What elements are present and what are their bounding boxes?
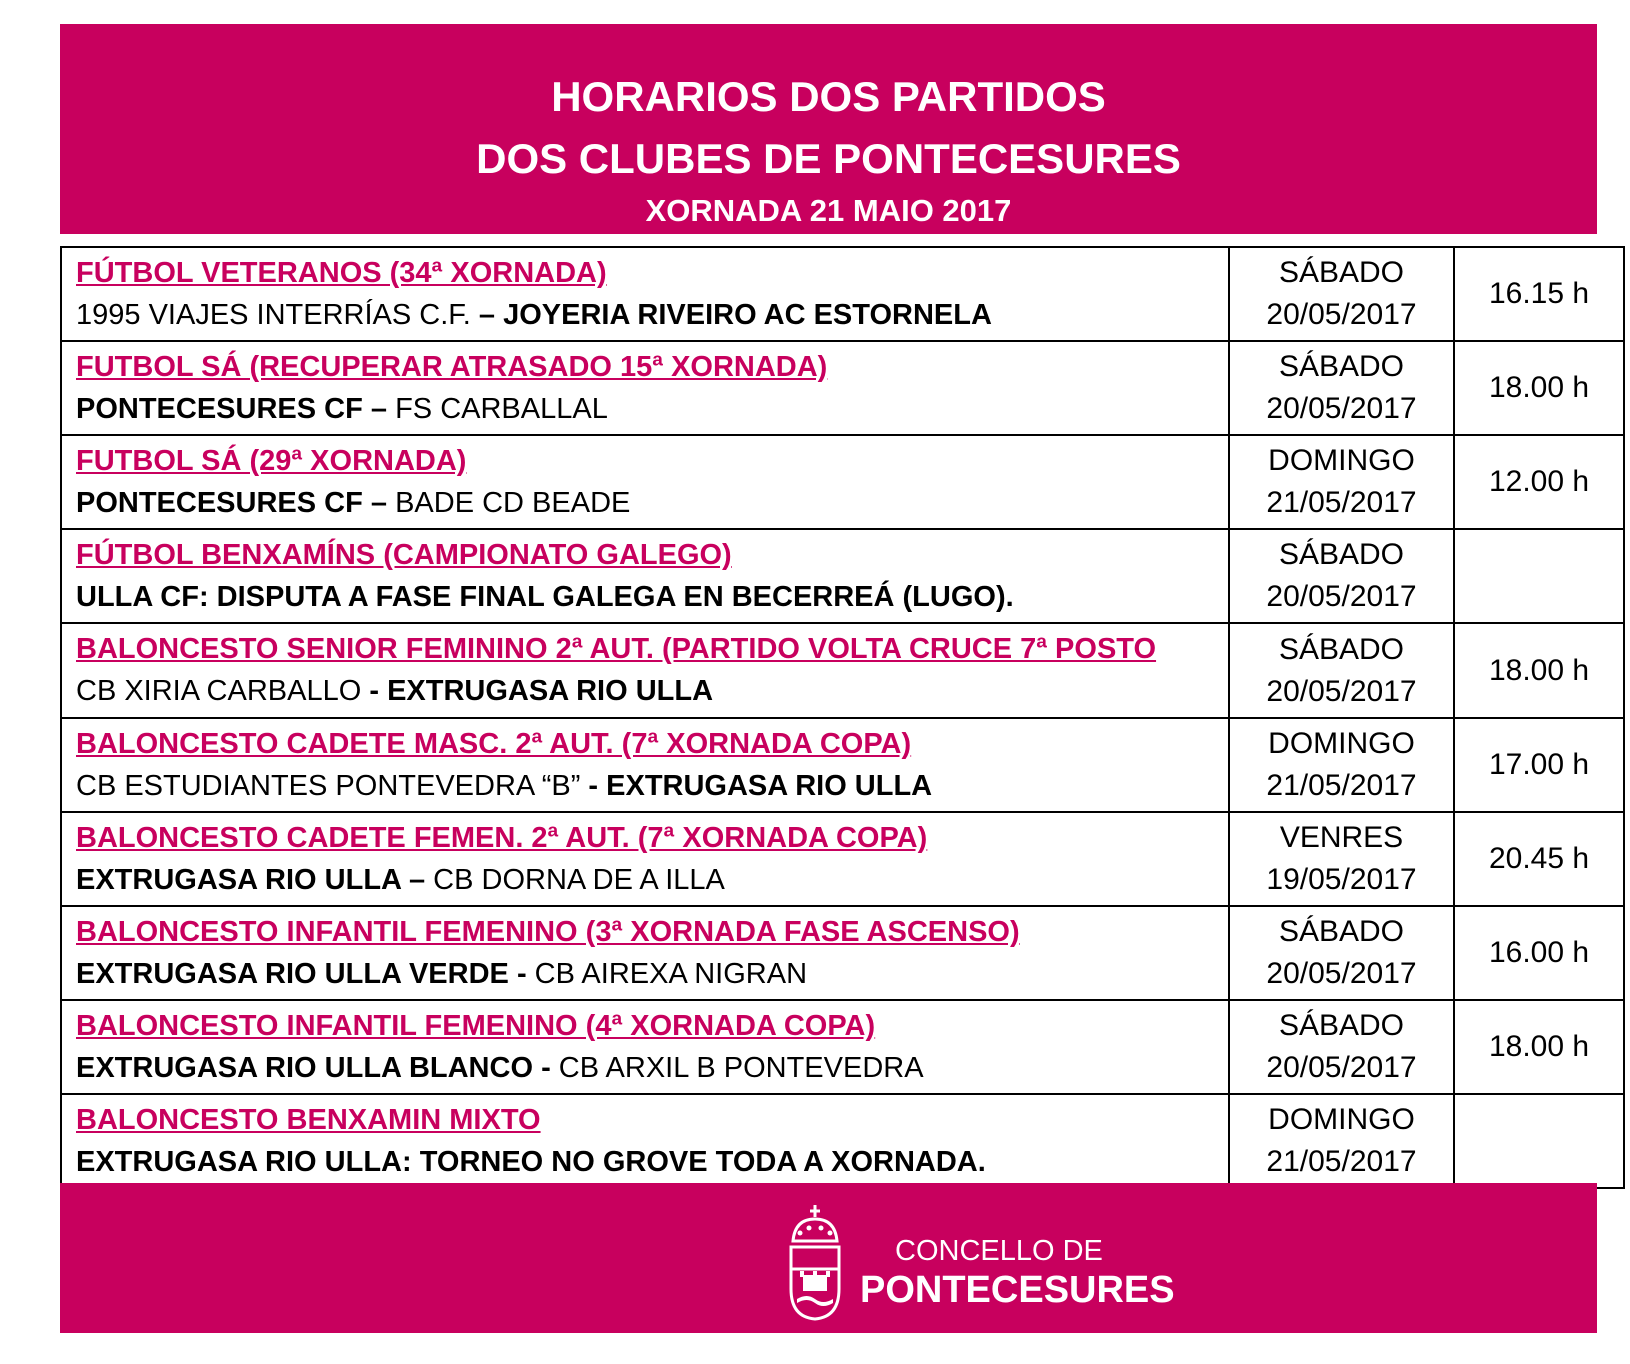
table-row [61, 529, 1624, 623]
match-teams [76, 859, 1228, 901]
competition-title: BALONCESTO CADETE MASC. 2ª AUT. (7ª XORNADA COPA) [76, 728, 912, 760]
match-date: 21/05/2017 [1266, 1145, 1417, 1178]
date-cell [1229, 812, 1454, 906]
match-cell [61, 341, 1229, 435]
match-cell [61, 812, 1229, 906]
header-subtitle: XORNADA 21 MAIO 2017 [645, 193, 1012, 228]
match-date: 20/05/2017 [1266, 674, 1417, 708]
team-separator: - [361, 675, 388, 707]
table-row [61, 341, 1624, 435]
footer-line1: CONCELLO DE [895, 1235, 1103, 1267]
match-time: 16.15 h [1454, 247, 1624, 341]
table-row [61, 718, 1624, 812]
team-separator: – [400, 864, 434, 896]
home-team: CB ESTUDIANTES PONTEVEDRA “B” [76, 770, 581, 802]
crest-icon [785, 1203, 845, 1323]
match-cell [61, 906, 1229, 1000]
competition-title: FÚTBOL VETERANOS (34ª XORNADA) [76, 257, 607, 289]
competition-title: BALONCESTO INFANTIL FEMENINO (4ª XORNADA COPA) [76, 1010, 876, 1042]
page-header [60, 24, 1597, 234]
match-date: 21/05/2017 [1266, 769, 1417, 802]
competition-title: BALONCESTO CADETE FEMEN. 2ª AUT. (7ª XORNADA COPA) [76, 822, 928, 854]
date-cell [1229, 341, 1454, 435]
match-teams [76, 765, 1228, 807]
competition-title: BALONCESTO BENXAMIN MIXTO [76, 1104, 541, 1136]
schedule-table [60, 246, 1625, 1189]
match-time: 20.45 h [1454, 812, 1624, 906]
match-day: VENRES [1279, 821, 1404, 854]
match-teams [76, 388, 1228, 430]
match-cell [61, 529, 1229, 623]
match-date: 20/05/2017 [1266, 580, 1417, 613]
competition-title: BALONCESTO INFANTIL FEMENINO (3ª XORNADA FASE ASCENSO) [76, 916, 1020, 948]
table-row [61, 435, 1624, 529]
match-time: 16.00 h [1454, 906, 1624, 1000]
match-date: 21/05/2017 [1266, 486, 1417, 519]
table-row [61, 1000, 1624, 1094]
match-day: SÁBADO [1278, 915, 1405, 948]
team-separator: - [508, 958, 535, 990]
away-team: EXTRUGASA RIO ULLA [387, 675, 714, 707]
header-title-line2: DOS CLUBES DE PONTECESURES [476, 135, 1181, 182]
home-team: 1995 VIAJES INTERRÍAS C.F. [76, 299, 471, 331]
match-day: SÁBADO [1278, 1009, 1405, 1042]
match-date: 19/05/2017 [1266, 863, 1417, 896]
team-separator: - [580, 770, 607, 802]
away-team: CB AIREXA NIGRAN [534, 958, 808, 990]
home-team: PONTECESURES CF [76, 487, 363, 519]
match-time: 17.00 h [1454, 718, 1624, 812]
team-separator: – [362, 393, 396, 425]
home-team: CB XIRIA CARBALLO [76, 675, 362, 707]
match-note: EXTRUGASA RIO ULLA: TORNEO NO GROVE TODA A XORNADA. [76, 1146, 986, 1178]
date-cell [1229, 718, 1454, 812]
competition-title: FUTBOL SÁ (29ª XORNADA) [76, 445, 467, 477]
match-cell [61, 718, 1229, 812]
match-teams [76, 670, 1228, 712]
match-teams [76, 576, 1228, 618]
date-cell [1229, 906, 1454, 1000]
away-team: CB ARXIL B PONTEVEDRA [558, 1052, 924, 1084]
date-cell [1229, 529, 1454, 623]
page-footer [60, 1183, 1597, 1333]
match-time [1454, 529, 1624, 623]
away-team: JOYERIA RIVEIRO AC ESTORNELA [503, 299, 992, 331]
match-cell [61, 1000, 1229, 1094]
home-team: EXTRUGASA RIO ULLA VERDE [76, 958, 509, 990]
match-cell [61, 435, 1229, 529]
match-teams [76, 1047, 1228, 1089]
match-day: SÁBADO [1278, 350, 1405, 383]
match-cell [61, 623, 1229, 718]
away-team: CB DORNA DE A ILLA [433, 864, 725, 896]
match-time: 18.00 h [1454, 341, 1624, 435]
table-row [61, 247, 1624, 341]
date-cell [1229, 1094, 1454, 1188]
match-time: 12.00 h [1454, 435, 1624, 529]
home-team: PONTECESURES CF [76, 393, 363, 425]
team-separator: – [362, 487, 396, 519]
match-teams [76, 1141, 1228, 1183]
footer-line2: PONTECESURES [860, 1269, 1175, 1311]
competition-title: FÚTBOL BENXAMÍNS (CAMPIONATO GALEGO) [76, 539, 732, 571]
match-day: SÁBADO [1278, 256, 1405, 289]
match-day: DOMINGO [1268, 444, 1415, 477]
table-row [61, 812, 1624, 906]
away-team: BADE CD BEADE [395, 487, 631, 519]
competition-title: BALONCESTO SENIOR FEMININO 2ª AUT. (PARTIDO VOLTA CRUCE 7ª POSTO [76, 633, 1157, 665]
match-date: 20/05/2017 [1266, 392, 1417, 425]
match-day: SÁBADO [1278, 632, 1405, 666]
team-separator: – [470, 299, 504, 331]
date-cell [1229, 1000, 1454, 1094]
match-cell [61, 1094, 1229, 1188]
match-time: 18.00 h [1454, 1000, 1624, 1094]
match-note: ULLA CF: DISPUTA A FASE FINAL GALEGA EN BECERREÁ (LUGO). [76, 581, 1014, 613]
match-day: DOMINGO [1268, 727, 1415, 760]
home-team: EXTRUGASA RIO ULLA [76, 864, 401, 896]
match-date: 20/05/2017 [1266, 1051, 1417, 1084]
match-time [1454, 1094, 1624, 1188]
away-team: FS CARBALLAL [395, 393, 608, 425]
table-row [61, 623, 1624, 718]
match-date: 20/05/2017 [1266, 957, 1417, 990]
date-cell [1229, 623, 1454, 718]
competition-title: FUTBOL SÁ (RECUPERAR ATRASADO 15ª XORNADA) [76, 351, 828, 383]
match-time: 18.00 h [1454, 623, 1624, 718]
table-row [61, 906, 1624, 1000]
table-row [61, 1094, 1624, 1188]
match-day: SÁBADO [1278, 538, 1405, 571]
match-day: DOMINGO [1268, 1103, 1415, 1136]
team-separator: - [533, 1052, 559, 1084]
match-teams [76, 953, 1228, 995]
match-teams [76, 294, 1228, 336]
schedule-body [61, 247, 1624, 1188]
away-team: EXTRUGASA RIO ULLA [606, 770, 933, 802]
match-cell [61, 247, 1229, 341]
header-title-line1: HORARIOS DOS PARTIDOS [551, 73, 1106, 120]
date-cell [1229, 247, 1454, 341]
home-team: EXTRUGASA RIO ULLA BLANCO [76, 1052, 534, 1084]
date-cell [1229, 435, 1454, 529]
match-teams [76, 482, 1228, 524]
match-date: 20/05/2017 [1266, 298, 1417, 331]
